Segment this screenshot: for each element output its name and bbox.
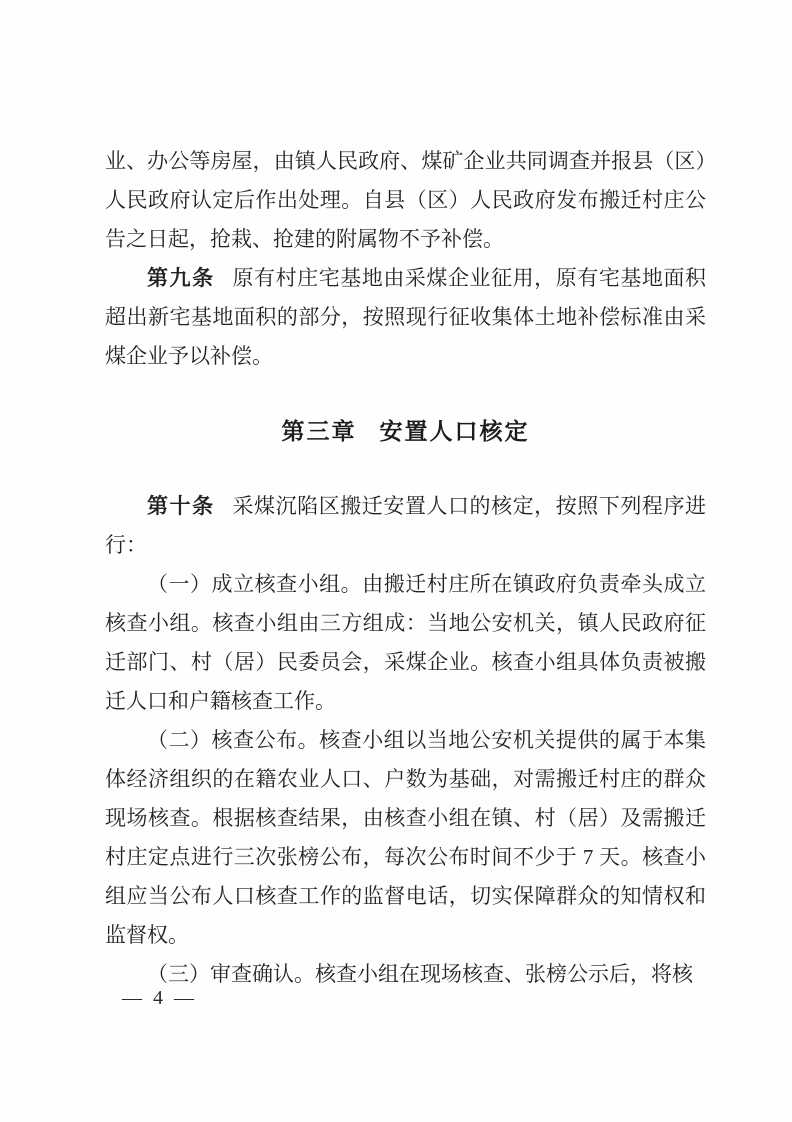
paragraph-item-3: （三）审查确认。核查小组在现场核查、张榜公示后，将核 — [147, 962, 693, 986]
page-number: — 4 — — [122, 987, 197, 1009]
paragraph-item-1: （一）成立核查小组。由搬迁村庄所在镇政府负责牵头成立核查小组。核查小组由三方组成：当地公安机关，镇人民政府征迁部门、村（居）民委员会，采煤企业。核查小组具体负责被搬迁人口和户籍核查工作。 — [105, 572, 706, 713]
paragraph-item-2: （二）核查公布。核查小组以当地公安机关提供的属于本集体经济组织的在籍农业人口、户数为基础，对需搬迁村庄的群众现场核查。根据核查结果，由核查小组在镇、村（居）及需搬迁村庄定点进行三次张榜公布，每次公布时间不少于 7 天。核查小组应当公布人口核查工作的监督电话，切实保障群众的知情权和监督权。 — [105, 728, 706, 947]
article-9-label: 第九条 — [147, 267, 215, 290]
paragraph-continuation: 业、办公等房屋，由镇人民政府、煤矿企业共同调查并报县（区）人民政府认定后作出处理。自县（区）人民政府发布搬迁村庄公告之日起，抢栽、抢建的附属物不予补偿。 — [105, 149, 706, 251]
chapter-title: 安置人口核定 — [379, 418, 530, 444]
document-body — [105, 142, 706, 994]
article-9-text: 原有村庄宅基地由采煤企业征用，原有宅基地面积超出新宅基地面积的部分，按照现行征收集体土地补偿标准由采煤企业予以补偿。 — [105, 266, 707, 368]
chapter-number-label: 第三章 — [281, 418, 357, 444]
paragraph-article-10 — [105, 487, 706, 565]
article-10-label: 第十条 — [147, 495, 215, 518]
page-footer — [122, 984, 197, 1012]
article-10-text: 采煤沉陷区搬迁安置人口的核定，按照下列程序进行： — [105, 494, 707, 557]
chapter-heading — [105, 412, 706, 451]
paragraph-article-9 — [105, 259, 706, 376]
